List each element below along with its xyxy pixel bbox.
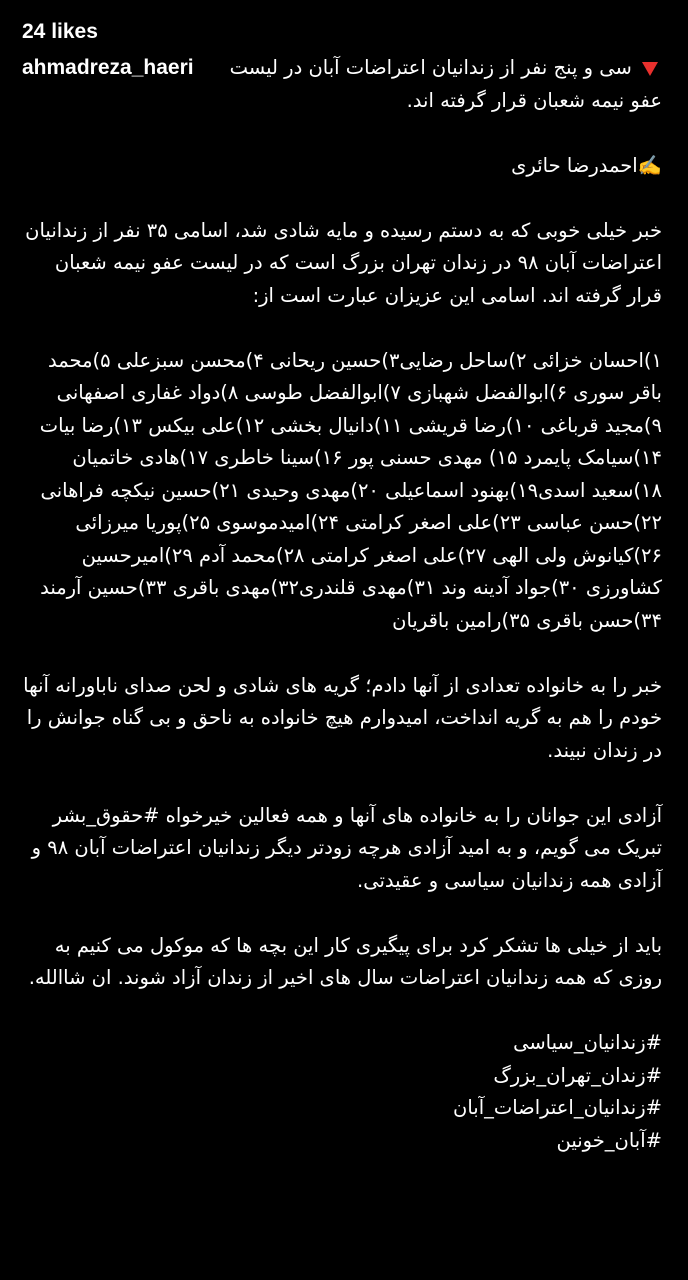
- hashtag-political-prisoners[interactable]: #زندانیان_سیاسی: [513, 1031, 662, 1054]
- caption-names-list: ۱)احسان خزائی ۲)ساحل رضایی۳)حسین ریحانی ۴)محسن سبزعلی ۵)محمد باقر سوری ۶)ابوالفضل شهبازی ۷)ابوالفضل طوسی ۸)دواد غفاری اصفهانی ۹)مجید قرباغی ۱۰)رضا قریشی ۱۱)دانیال بخشی ۱۲)علی بیکس ۱۳)رضا بیات ۱۴)سیامک پایمرد ۱۵) مهدی حسنی پور ۱۶)سینا خاطری ۱۷)هادی خاتمیان ۱۸)سعید اسدی۱۹)بهنود اسماعیلی ۲۰)مهدی وحیدی ۲۱)حسین نیکچه فراهانی ۲۲)حسن عباسی ۲۳)علی اصغر کرامتی ۲۴)امیدموسوی ۲۵)پوریا میرزائی ۲۶)کیانوش ولی الهی ۲۷)علی اصغر کرامتی ۲۸)محمد آدم ۲۹)امیرحسین کشاورزی ۳۰)جواد آدینه وند ۳۱)مهدی قلندری۳۲)مهدی باقری ۳۳)حسین آرمند ۳۴)حسن باقری ۳۵)رامین باقریان: [39, 348, 662, 632]
- caption-headline-paragraph: [22, 52, 662, 117]
- hashtag-bloody-aban[interactable]: #آبان_خونین: [556, 1128, 662, 1152]
- likes-count[interactable]: 24 likes: [22, 20, 98, 43]
- caption-paragraph-thanks: باید از خیلی ها تشکر کرد برای پیگیری کار این بچه ها که موکول می کنیم به روزی که همه زندانیان اعتراضات سال های اخیر از زندان آزاد شوند. ان شاالله.: [28, 933, 662, 989]
- caption-paragraph-families: خبر را به خانواده تعدادی از آنها دادم؛ گریه های شادی و لحن صدای ناباورانه آنها خودم را هم به گریه انداخت، امیدوارم هیچ خانواده به ناحق و بی گناه جوانش را در زندان نبیند.: [23, 673, 662, 762]
- caption-headline: سی و پنج نفر از زندانیان اعتراضات آبان در لیست عفو نیمه شعبان قرار گرفته اند.: [229, 56, 662, 112]
- caption-paragraph-intro: خبر خیلی خوبی که به دستم رسیده و مایه شادی شد، اسامی ۳۵ نفر از زندانیان اعتراضات آبان ۹۸ در زندان تهران بزرگ است که در لیست عفو نیمه شعبان قرار گرفته اند. اسامی این عزیزان عبارت است از:: [25, 218, 662, 307]
- hashtag-human-rights[interactable]: #حقوق_بشر: [52, 803, 160, 827]
- hashtag-greater-tehran-prison[interactable]: #زندان_تهران_بزرگ: [493, 1063, 662, 1087]
- author-line: ✍️احمدرضا حائری: [511, 153, 662, 177]
- caption-body: [22, 52, 662, 1190]
- red-triangle-icon: [642, 62, 658, 76]
- hashtag-aban-protest-prisoners[interactable]: #زندانیان_اعتراضات_آبان: [453, 1096, 662, 1119]
- caption-hashtags: [22, 1027, 662, 1157]
- congrats-text-before: آزادی این جوانان را به خانواده های آنها و همه فعالین خیرخواه: [165, 803, 662, 827]
- congrats-text-after: تبریک می گویم، و به امید آزادی هرچه زودتر دیگر زندانیان اعتراضات آبان ۹۸ و آزادی همه زندانیان سیاسی و عقیدتی.: [31, 836, 662, 892]
- username-link[interactable]: ahmadreza_haeri: [22, 56, 194, 79]
- caption-paragraph-congrats: [22, 800, 662, 898]
